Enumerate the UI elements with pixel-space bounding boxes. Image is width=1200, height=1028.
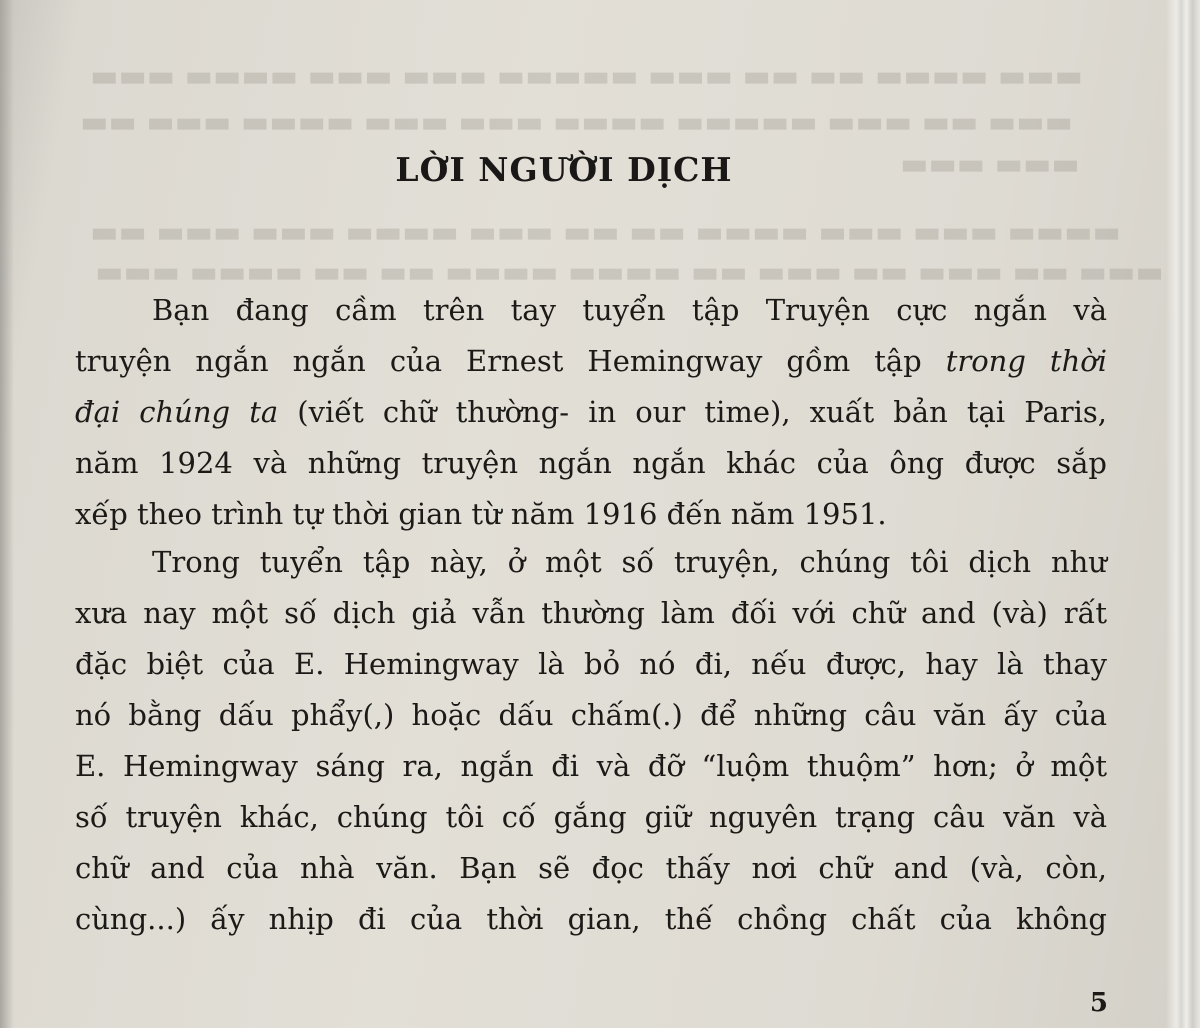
text-line: [75, 698, 1107, 732]
text-line: [75, 545, 1107, 579]
text-line: [75, 647, 1107, 681]
text-segment: số truyện khác, chúng tôi cố gắng giữ nguyên trạng câu văn và: [75, 800, 1107, 834]
text-segment: đặc biệt của E. Hemingway là bỏ nó đi, nếu được, hay là thay: [75, 647, 1107, 681]
text-segment: xưa nay một số dịch giả vẫn thường làm đối với chữ and (và) rất: [75, 596, 1107, 630]
text-segment: Bạn đang cầm trên tay tuyển tập Truyện cực ngắn và: [152, 293, 1107, 327]
show-through-texture: ▬▬▬ ▬▬ ▬▬▬ ▬▬ ▬▬▬ ▬▬ ▬▬▬▬ ▬▬▬▬ ▬▬ ▬▬ ▬▬▬▬ ▬▬▬: [95, 255, 1164, 290]
text-segment: chữ and của nhà văn. Bạn sẽ đọc thấy nơi chữ and (và, còn,: [75, 851, 1107, 885]
text-segment: Trong tuyển tập này, ở một số truyện, chúng tôi dịch như: [152, 545, 1107, 579]
page-edge: [1166, 0, 1200, 1028]
italic-text-segment: đại chúng ta: [75, 395, 279, 429]
show-through-texture: ▬▬▬ ▬▬ ▬▬▬ ▬▬▬▬▬ ▬▬▬▬ ▬▬▬ ▬▬▬ ▬▬▬▬ ▬▬▬ ▬▬: [80, 105, 1073, 140]
show-through-texture: ▬▬▬ ▬▬▬: [900, 147, 1080, 182]
text-segment: (viết chữ thường- in our time), xuất bản tại Paris,: [278, 395, 1107, 429]
text-line: [75, 596, 1107, 630]
text-segment: nó bằng dấu phẩy(,) hoặc dấu chấm(.) để những câu văn ấy của: [75, 698, 1107, 732]
show-through-texture: ▬▬▬▬ ▬▬▬ ▬▬▬ ▬▬▬▬ ▬▬ ▬▬ ▬▬▬ ▬▬▬▬ ▬▬▬ ▬▬▬ ▬▬: [90, 215, 1121, 250]
text-line: [75, 293, 1107, 327]
text-segment: năm 1924 và những truyện ngắn ngắn khác của ông được sắp: [75, 446, 1107, 480]
text-segment: cùng...) ấy nhịp đi của thời gian, thế chồng chất của không: [75, 902, 1107, 936]
page-number: 5: [1089, 988, 1108, 1018]
page-title: LỜI NGƯỜI DỊCH: [395, 150, 733, 189]
text-line: [75, 344, 1107, 378]
text-line: [75, 497, 1107, 531]
show-through-texture: ▬▬▬ ▬▬▬▬ ▬▬ ▬▬ ▬▬▬ ▬▬▬▬▬ ▬▬▬ ▬▬▬ ▬▬▬▬ ▬▬▬: [90, 59, 1083, 94]
text-segment: E. Hemingway sáng ra, ngắn đi và đỡ “luộm thuộm” hơn; ở một: [75, 749, 1107, 783]
text-line: [75, 395, 1107, 429]
text-line: [75, 446, 1107, 480]
text-line: [75, 851, 1107, 885]
text-line: [75, 800, 1107, 834]
italic-text-segment: trong thời: [945, 344, 1107, 378]
text-segment: xếp theo trình tự thời gian từ năm 1916 đến năm 1951.: [75, 497, 887, 531]
text-line: [75, 749, 1107, 783]
text-segment: truyện ngắn ngắn của Ernest Hemingway gồm tập: [75, 344, 946, 378]
text-line: [75, 902, 1107, 936]
